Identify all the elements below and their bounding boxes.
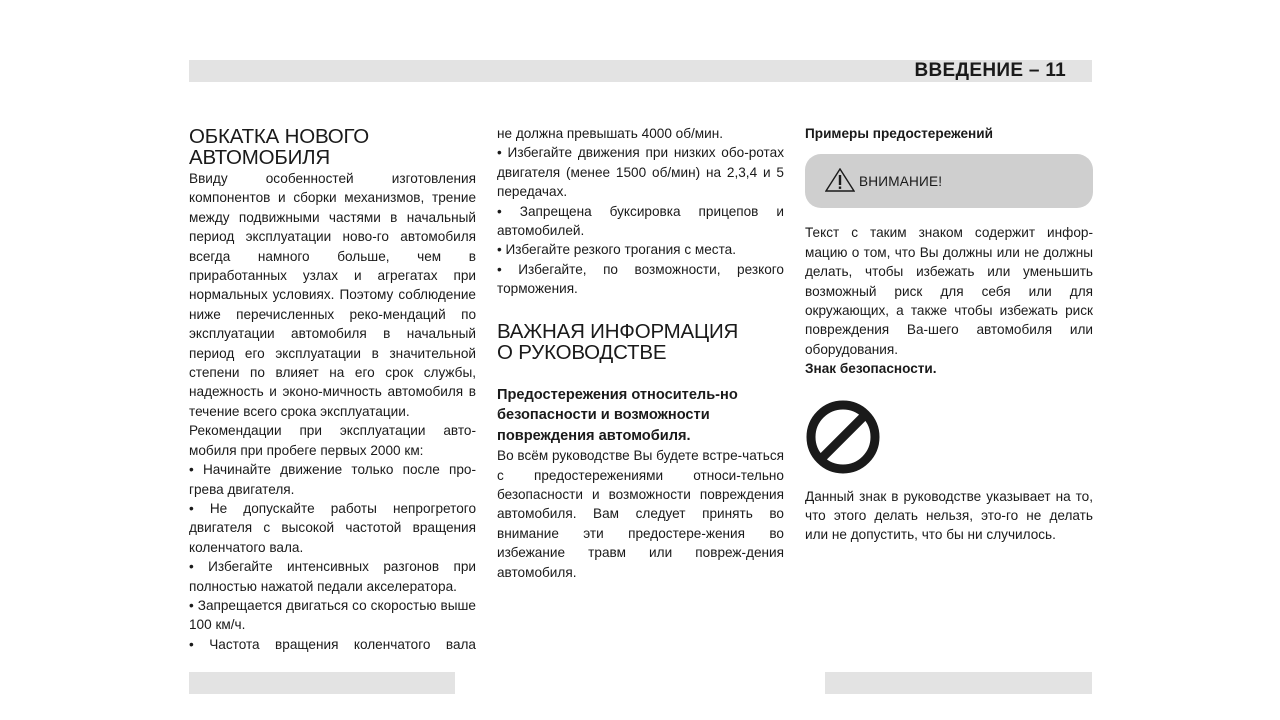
bullet-item: • Запрещена буксировка прицепов и автомобилей.: [497, 203, 784, 239]
warning-label: ВНИМАНИЕ!: [859, 174, 943, 190]
section-heading-break-in: ОБКАТКА НОВОГО АВТОМОБИЛЯ: [189, 125, 370, 169]
safety-sign-heading: Знак безопасности.: [805, 361, 937, 377]
bullet-item: • Избегайте резкого трогания с места.: [497, 242, 737, 258]
bullet-item: • Избегайте движения при низких обо-ротах двигателя (менее 1500 об/мин) на 2,3,4 и 5 передачах.: [497, 145, 784, 200]
bullet-item: • Не допускайте работы непрогретого двигателя с высокой частотой вращения коленчатого вала.: [189, 500, 476, 555]
column-2: [497, 124, 784, 582]
safety-warnings-subheading: Предостережения относитель-но безопасности и возможности повреждения автомобиля.: [497, 386, 738, 444]
bullet-item: • Запрещается двигаться со скоростью выше 100 км/ч.: [189, 597, 476, 633]
section-heading-manual-info: ВАЖНАЯ ИНФОРМАЦИЯ О РУКОВОДСТВЕ: [497, 319, 739, 364]
bullet-item: • Избегайте интенсивных разгонов при полностью нажатой педали акселератора.: [189, 559, 476, 594]
prohibition-description: Данный знак в руководстве указывает на то, что этого делать нельзя, это-го не делать или не допустить, что бы ни случилось.: [805, 488, 1093, 543]
bullet-item: • Начинайте движение только после про-грева двигателя.: [189, 462, 476, 497]
header-bar: [189, 60, 1092, 82]
bullet-continuation: не должна превышать 4000 об/мин.: [497, 126, 723, 141]
prohibition-sign-icon: [805, 399, 881, 475]
footer-bar-right: [825, 672, 1092, 694]
warning-description: Текст с таким знаком содержит инфор-мацию о том, что Вы должны или не должны делать, чтобы избежать или уменьшить возможный риск для себя или для окружающих, а также чтобы избежать риск повреждения Ва-шего автомобиля или оборудования.: [805, 225, 1093, 357]
bullet-item: • Частота вращения коленчатого вала: [189, 636, 476, 652]
column-1: [189, 126, 476, 654]
warning-triangle-icon: [825, 168, 855, 192]
safety-warnings-body: Во всём руководстве Вы будете встре-чаться с предостережениями относи-тельно безопасности и возможности повреждения автомобиля. Вам следует принять во внимание эти предостере-жения во избежание травм или повреж-дения автомобиля.: [497, 448, 784, 580]
bullet-item: • Избегайте, по возможности, резкого торможения.: [497, 261, 784, 297]
footer-bar-left: [189, 672, 455, 694]
warning-examples-heading: Примеры предостережений: [805, 126, 993, 141]
break-in-intro: Ввиду особенностей изготовления компонентов и сборки механизмов, трение между подвижными частями в начальный период эксплуатации ново-го автомобиля всегда намного больше, чем в приработанных узлах и агрегатах при нормальных условиях. Поэтому соблюдение ниже перечисленных реко-мендаций по эксплуатации автомобиля в начальный период его эксплуатации в значительной степени по влияет на его срок службы, надежность и эконо-мичность автомобиля в течение всего срока эксплуатации.: [189, 171, 476, 419]
warning-box: [805, 154, 1093, 208]
page-header-title: ВВЕДЕНИЕ – 11: [914, 60, 1066, 81]
recommendations-lead: Рекомендации при эксплуатации авто-мобиля при пробеге первых 2000 км:: [189, 423, 476, 458]
column-3: [805, 124, 1093, 545]
